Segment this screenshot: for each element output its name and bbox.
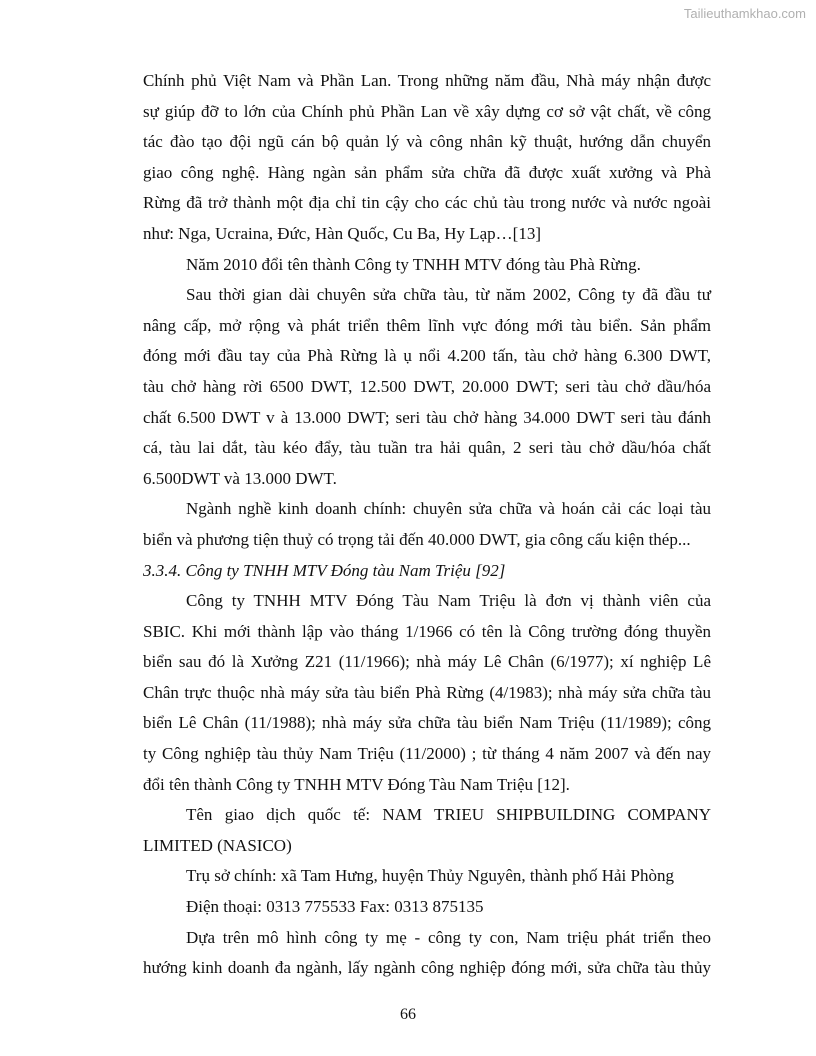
text-line: Rừng đã trở thành một địa chỉ tin cậy cho các chủ tàu trong nước và nước ngoài	[143, 193, 711, 213]
text-line: Ngành nghề kinh doanh chính: chuyên sửa chữa và hoán cải các loại tàu	[186, 499, 711, 519]
text-line: biển sau đó là Xưởng Z21 (11/1966); nhà máy Lê Chân (6/1977); xí nghiệp Lê	[143, 652, 711, 672]
text-line: Tên giao dịch quốc tế: NAM TRIEU SHIPBUILDING COMPANY	[186, 805, 711, 825]
watermark: Tailieuthamkhao.com	[683, 6, 806, 21]
text-line: nâng cấp, mở rộng và phát triển thêm lĩnh vực đóng mới tàu biển. Sản phẩm	[143, 315, 711, 335]
text-line: giao công nghệ. Hàng ngàn sản phẩm sửa chữa đã được xuất xưởng và Phà	[143, 162, 711, 182]
text-line: chất 6.500 DWT v à 13.000 DWT; seri tàu chở hàng 34.000 DWT seri tàu đánh	[143, 407, 711, 427]
text-line: biển Lê Chân (11/1988); nhà máy sửa chữa tàu biển Nam Triệu (11/1989); công	[143, 713, 711, 733]
text-line: Trụ sở chính: xã Tam Hưng, huyện Thủy Nguyên, thành phố Hải Phòng	[186, 866, 674, 886]
text-line: đổi tên thành Công ty TNHH MTV Đóng Tàu Nam Triệu [12].	[143, 774, 570, 794]
text-line: đóng mới đầu tay của Phà Rừng là ụ nổi 4.200 tấn, tàu chở hàng 6.300 DWT,	[143, 346, 711, 366]
text-line: tàu chở hàng rời 6500 DWT, 12.500 DWT, 20.000 DWT; seri tàu chở dầu/hóa	[143, 376, 711, 396]
text-line: 6.500DWT và 13.000 DWT.	[143, 468, 337, 488]
text-line: biển và phương tiện thuỷ có trọng tải đến 40.000 DWT, gia công cấu kiện thép...	[143, 529, 691, 549]
text-line: Điện thoại: 0313 775533 Fax: 0313 875135	[186, 897, 484, 917]
text-line: SBIC. Khi mới thành lập vào tháng 1/1966 có tên là Công trường đóng thuyền	[143, 621, 711, 641]
text-line: như: Nga, Ucraina, Đức, Hàn Quốc, Cu Ba, Hy Lạp…[13]	[143, 223, 541, 243]
page-number: 66	[400, 1006, 416, 1023]
text-line: hướng kinh doanh đa ngành, lấy ngành công nghiệp đóng mới, sửa chữa tàu thủy	[143, 958, 711, 978]
text-line: Dựa trên mô hình công ty mẹ - công ty con, Nam triệu phát triển theo	[186, 927, 711, 947]
text-line: Chân trực thuộc nhà máy sửa tàu biển Phà Rừng (4/1983); nhà máy sửa chữa tàu	[143, 682, 711, 702]
text-line: tác đào tạo đội ngũ cán bộ quản lý và công nhân kỹ thuật, hướng dẫn chuyển	[143, 132, 711, 152]
text-line: cá, tàu lai dắt, tàu kéo đẩy, tàu tuần tra hải quân, 2 seri tàu chở dầu/hóa chất	[143, 438, 711, 458]
text-line: LIMITED (NASICO)	[143, 835, 292, 855]
text-line: Sau thời gian dài chuyên sửa chữa tàu, từ năm 2002, Công ty đã đầu tư	[186, 285, 711, 305]
text-line: Chính phủ Việt Nam và Phần Lan. Trong những năm đầu, Nhà máy nhận được	[143, 71, 711, 90]
text-line: ty Công nghiệp tàu thủy Nam Triệu (11/2000) ; từ tháng 4 năm 2007 và đến nay	[143, 744, 711, 764]
section-heading: 3.3.4. Công ty TNHH MTV Đóng tàu Nam Triệu [92]	[143, 560, 506, 580]
body-text	[143, 66, 711, 984]
text-line: sự giúp đỡ to lớn của Chính phủ Phần Lan về xây dựng cơ sở vật chất, về công	[143, 101, 711, 121]
text-line: Năm 2010 đổi tên thành Công ty TNHH MTV đóng tàu Phà Rừng.	[186, 254, 641, 274]
text-line: Công ty TNHH MTV Đóng Tàu Nam Triệu là đơn vị thành viên của	[186, 591, 711, 611]
